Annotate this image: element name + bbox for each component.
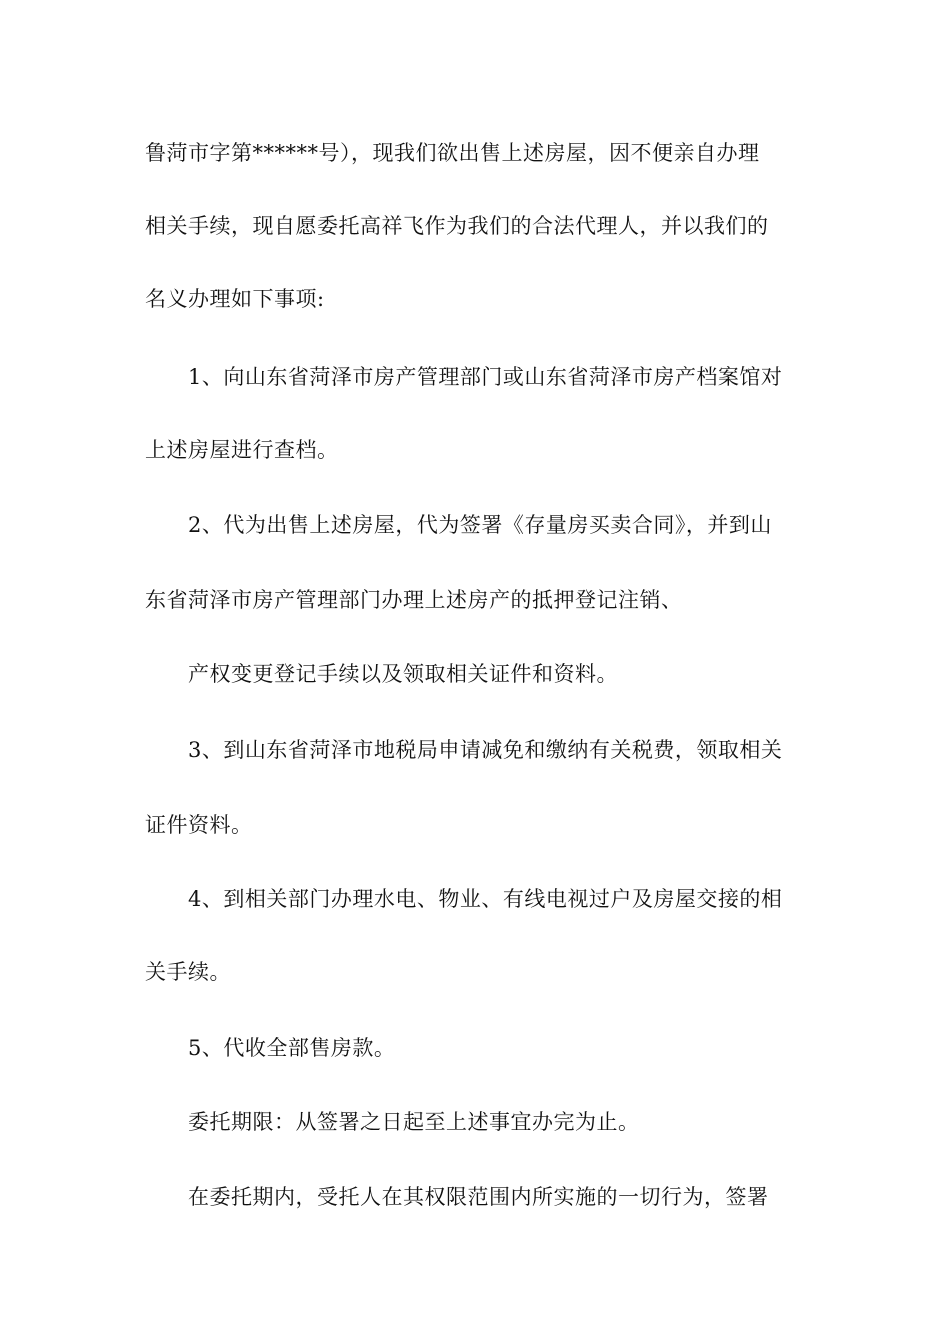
text-line: 在委托期内，受托人在其权限范围内所实施的一切行为，签署 [188, 1185, 769, 1209]
text-line: 相关手续，现自愿委托高祥飞作为我们的合法代理人，并以我们的 [145, 214, 769, 238]
list-item-5-line: 5、代收全部售房款。 [188, 1036, 396, 1060]
list-item-2-line: 2、代为出售上述房屋，代为签署《存量房买卖合同》，并到山 [188, 513, 772, 537]
list-item-1-line: 1、向山东省菏泽市房产管理部门或山东省菏泽市房产档案馆对 [188, 365, 783, 389]
entrustment-period-line: 委托期限：从签署之日起至上述事宜办完为止。 [188, 1110, 640, 1134]
text-line: 上述房屋进行查档。 [145, 438, 339, 462]
text-line: 鲁菏市字第******号），现我们欲出售上述房屋，因不便亲自办理 [145, 141, 760, 165]
text-line: 关手续。 [145, 960, 231, 984]
text-line: 证件资料。 [145, 813, 253, 837]
text-line: 产权变更登记手续以及领取相关证件和资料。 [188, 662, 618, 686]
list-item-4-line: 4、到相关部门办理水电、物业、有线电视过户及房屋交接的相 [188, 887, 783, 911]
text-line: 东省菏泽市房产管理部门办理上述房产的抵押登记注销、 [145, 588, 683, 612]
list-item-3-line: 3、到山东省菏泽市地税局申请减免和缴纳有关税费，领取相关 [188, 738, 783, 762]
text-line: 名义办理如下事项: [145, 287, 325, 311]
